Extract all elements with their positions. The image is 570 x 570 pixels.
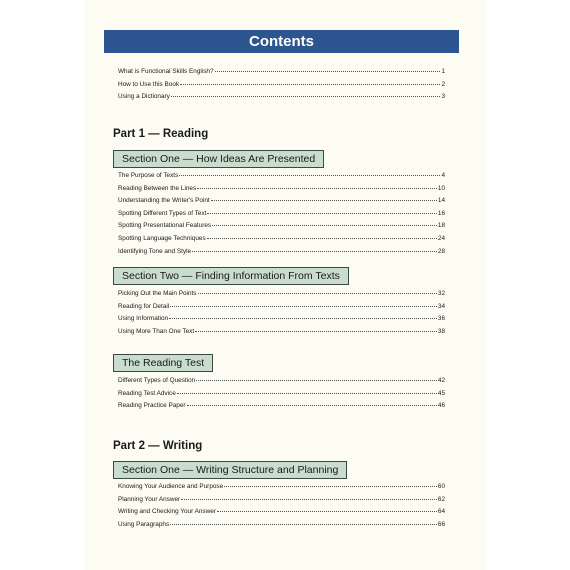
toc-entry-page: 1 [441, 68, 445, 75]
toc-entry-title: Knowing Your Audience and Purpose [118, 483, 224, 490]
toc-entry[interactable] [118, 233, 445, 246]
section-heading-finding-info: Section Two — Finding Information From Texts [113, 267, 349, 285]
toc-entry-title: Reading Practice Paper [118, 402, 186, 410]
contents-banner: Contents [104, 30, 459, 53]
leader-dots [197, 188, 437, 189]
toc-entry[interactable] [118, 481, 445, 494]
leader-dots [177, 393, 437, 394]
section-toc-how-ideas [118, 170, 445, 258]
toc-entry[interactable] [118, 400, 445, 413]
toc-entry-page: 16 [437, 209, 445, 217]
toc-entry[interactable] [118, 79, 445, 92]
toc-entry[interactable] [118, 288, 445, 301]
toc-entry-title: Writing and Checking Your Answer [118, 508, 216, 516]
toc-entry-page: 32 [437, 290, 445, 297]
section-heading-writing-structure: Section One — Writing Structure and Planning [113, 461, 347, 479]
toc-entry-title: Using Information [118, 315, 169, 323]
toc-entry-title: Understanding the Writer's Point [118, 197, 210, 205]
toc-entry[interactable] [118, 246, 445, 259]
section-toc-finding-info [118, 288, 445, 338]
toc-entry-page: 28 [437, 247, 445, 255]
toc-entry-title: Spotting Different Types of Text [118, 209, 207, 217]
toc-entry-page: 10 [437, 184, 445, 192]
toc-entry[interactable] [118, 494, 445, 507]
toc-entry-page: 36 [437, 315, 445, 323]
toc-entry[interactable] [118, 220, 445, 233]
leader-dots [170, 306, 437, 307]
toc-entry[interactable] [118, 519, 445, 532]
toc-entry-title: The Purpose of Texts [118, 172, 179, 179]
leader-dots [215, 71, 441, 72]
toc-entry-page: 38 [437, 327, 445, 335]
section-heading-reading-test: The Reading Test [113, 354, 213, 372]
toc-entry-title: What is Functional Skills English? [118, 68, 214, 75]
toc-entry-title: Identifying Tone and Style [118, 247, 192, 255]
toc-entry-page: 4 [441, 172, 445, 179]
leader-dots [195, 331, 437, 332]
toc-entry-page: 60 [437, 483, 445, 490]
toc-entry-title: Spotting Presentational Features [118, 222, 212, 230]
toc-entry-title: Reading Test Advice [118, 389, 176, 397]
toc-entry-page: 34 [437, 302, 445, 310]
toc-entry-title: Using a Dictionary [118, 93, 170, 101]
part-1-heading: Part 1 — Reading [113, 128, 209, 140]
leader-dots [198, 293, 437, 294]
toc-entry-page: 18 [437, 222, 445, 230]
toc-entry[interactable] [118, 506, 445, 519]
toc-entry[interactable] [118, 170, 445, 183]
toc-entry[interactable] [118, 326, 445, 339]
toc-entry[interactable] [118, 66, 445, 79]
section-heading-how-ideas: Section One — How Ideas Are Presented [113, 150, 324, 168]
leader-dots [211, 200, 437, 201]
leader-dots [180, 84, 440, 85]
leader-dots [217, 511, 437, 512]
leader-dots [207, 238, 437, 239]
leader-dots [181, 499, 437, 500]
toc-entry[interactable] [118, 301, 445, 314]
leader-dots [179, 175, 440, 176]
toc-entry-page: 64 [437, 508, 445, 516]
section-toc-writing-structure [118, 481, 445, 531]
leader-dots [224, 486, 437, 487]
toc-entry[interactable] [118, 313, 445, 326]
toc-entry[interactable] [118, 375, 445, 388]
toc-entry[interactable] [118, 388, 445, 401]
toc-entry-page: 46 [437, 402, 445, 410]
toc-entry-page: 45 [437, 389, 445, 397]
toc-entry-title: Using More Than One Text [118, 327, 195, 335]
toc-entry-title: Different Types of Question [118, 377, 196, 384]
leader-dots [196, 380, 437, 381]
toc-entry[interactable] [118, 208, 445, 221]
toc-entry-title: How to Use this Book [118, 80, 180, 88]
toc-entry[interactable] [118, 195, 445, 208]
section-toc-reading-test [118, 375, 445, 413]
toc-entry-page: 24 [437, 234, 445, 242]
toc-entry[interactable] [118, 183, 445, 196]
toc-entry-page: 3 [441, 93, 445, 101]
toc-entry-title: Reading for Detail [118, 302, 170, 310]
toc-entry-page: 62 [437, 495, 445, 503]
toc-entry-title: Planning Your Answer [118, 495, 181, 503]
part-2-heading: Part 2 — Writing [113, 440, 203, 452]
leader-dots [170, 524, 437, 525]
leader-dots [207, 213, 436, 214]
toc-entry-title: Picking Out the Main Points [118, 290, 197, 297]
toc-entry-title: Spotting Language Techniques [118, 234, 206, 242]
toc-entry-page: 2 [441, 80, 445, 88]
leader-dots [171, 96, 441, 97]
leader-dots [187, 405, 437, 406]
toc-entry-title: Using Paragraphs [118, 520, 170, 528]
leader-dots [212, 225, 437, 226]
intro-toc [118, 66, 445, 104]
toc-entry-page: 42 [437, 377, 445, 384]
toc-entry-page: 66 [437, 520, 445, 528]
toc-entry[interactable] [118, 91, 445, 104]
toc-entry-page: 14 [437, 197, 445, 205]
leader-dots [192, 251, 437, 252]
leader-dots [169, 318, 437, 319]
toc-entry-title: Reading Between the Lines [118, 184, 197, 192]
